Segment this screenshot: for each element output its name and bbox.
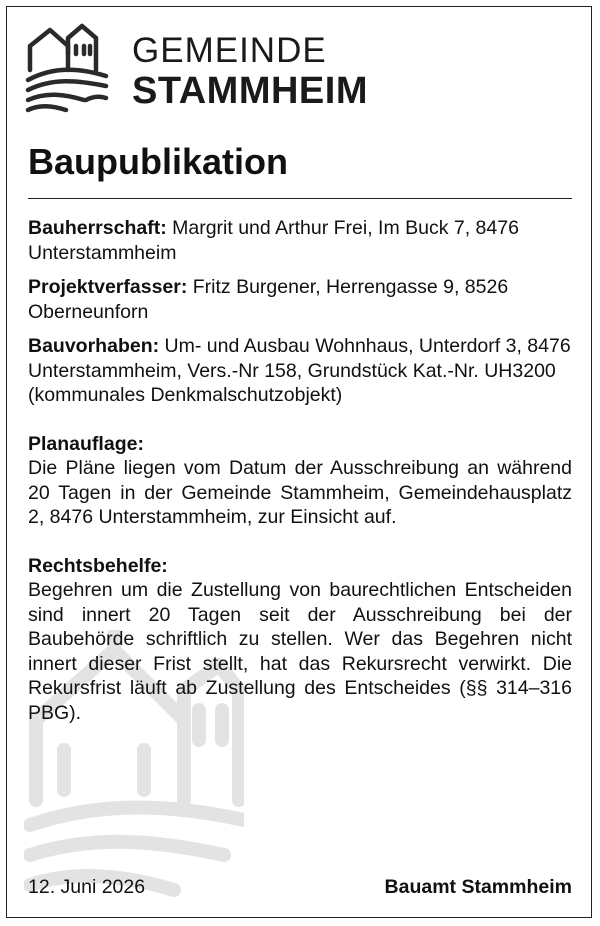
bauvorhaben-text: Um- und Ausbau Wohnhaus, Unterdorf 3, 8476 Unterstammheim, Vers.-Nr 158, Grundstück Kat.-Nr. UH3200 (kommunales Denkmalschutzobjekt) <box>28 335 571 406</box>
rechtsbehelfe-text: Begehren um die Zustellung von baurechtlichen Entscheiden sind innert 20 Tagen seit der Ausschreibung bei der Baubehörde schriftlich zu stellen. Wer das Begehren nicht innert dieser Frist stellt, hat das Rekursrecht verwirkt. Die Rekursfrist läuft ab Zustellung des Entscheides (§§ 314–316 PBG). <box>28 579 572 724</box>
projektverfasser-text: Fritz Burgener, Herrengasse 9, 8526 Oberneunforn <box>28 276 509 323</box>
bauherrschaft-text: Margrit und Arthur Frei, Im Buck 7, 8476 Unterstammheim <box>28 217 519 264</box>
issuing-office: Bauamt Stammheim <box>384 876 572 898</box>
section-projektverfasser <box>28 275 572 324</box>
header <box>24 20 584 120</box>
castle-fields-logo-icon <box>24 20 110 116</box>
brand-line2: STAMMHEIM <box>132 70 368 112</box>
projektverfasser-label: Projektverfasser: <box>28 276 188 298</box>
brand-wordmark <box>132 32 368 112</box>
publication-body <box>28 216 572 725</box>
page-title: Baupublikation <box>28 141 288 182</box>
section-bauherrschaft <box>28 216 572 265</box>
planauflage-label: Planauflage: <box>28 432 144 455</box>
title-divider <box>28 198 572 199</box>
section-bauvorhaben <box>28 334 572 408</box>
section-rechtsbehelfe <box>28 554 572 726</box>
bauherrschaft-label: Bauherrschaft: <box>28 217 167 239</box>
planauflage-text: Die Pläne liegen vom Datum der Ausschreibung an während 20 Tagen in der Gemeinde Stammheim, Gemeindehausplatz 2, 8476 Unterstammheim, zur Einsicht auf. <box>28 457 572 528</box>
section-planauflage <box>28 432 572 530</box>
publication-date: 12. Juni 2026 <box>28 876 146 898</box>
brand-line1: GEMEINDE <box>132 31 327 70</box>
bauvorhaben-label: Bauvorhaben: <box>28 335 160 357</box>
rechtsbehelfe-label: Rechtsbehelfe: <box>28 554 168 577</box>
